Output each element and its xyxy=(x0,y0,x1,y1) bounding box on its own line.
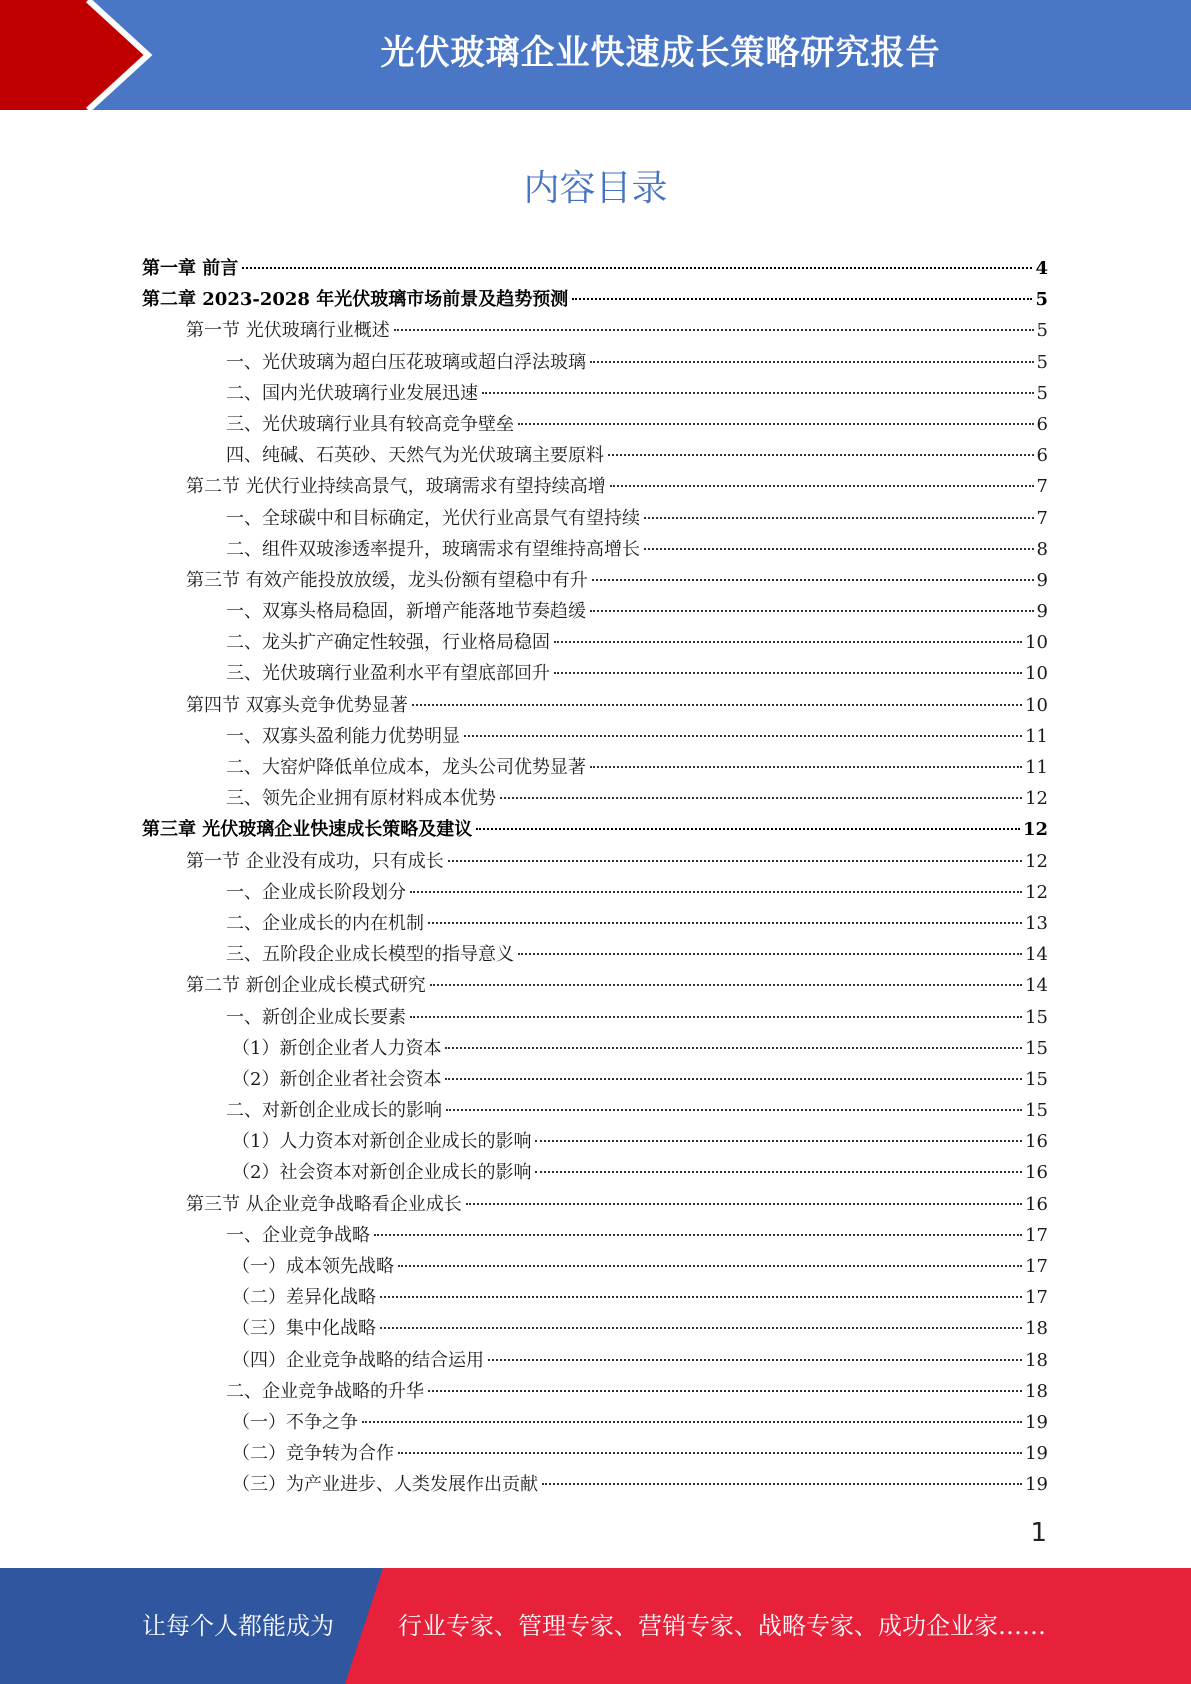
toc-entry-page: 13 xyxy=(1025,912,1048,934)
toc-entry-title: 四、纯碱、石英砂、天然气为光伏玻璃主要原料 xyxy=(226,445,604,467)
toc-entry-page: 15 xyxy=(1025,1068,1048,1090)
toc-entry-page: 17 xyxy=(1025,1287,1048,1309)
toc-dot-leader xyxy=(430,984,1022,986)
toc-entry-title: 一、企业成长阶段划分 xyxy=(226,881,406,903)
toc-dot-leader xyxy=(466,1203,1022,1205)
toc-entry-page: 10 xyxy=(1025,663,1048,685)
toc-entry[interactable] xyxy=(142,285,1048,316)
toc-entry-title: （三）集中化战略 xyxy=(232,1318,376,1340)
toc-entry-title: （三）为产业进步、人类发展作出贡献 xyxy=(232,1474,538,1496)
toc-entry-page: 15 xyxy=(1025,1006,1048,1028)
toc-entry-title: 二、大窑炉降低单位成本，龙头公司优势显著 xyxy=(226,757,586,778)
toc-entry-title: 第二章 2023-2028 年光伏玻璃市场前景及趋势预测 xyxy=(142,289,569,311)
toc-entry[interactable] xyxy=(142,659,1048,690)
toc-dot-leader xyxy=(608,454,1034,456)
toc-dot-leader xyxy=(488,1359,1022,1361)
toc-entry-page: 5 xyxy=(1036,320,1048,342)
toc-dot-leader xyxy=(644,548,1034,550)
toc-entry-page: 4 xyxy=(1035,258,1048,279)
toc-entry-title: （1）新创企业者人力资本 xyxy=(232,1037,442,1059)
toc-dot-leader xyxy=(380,1327,1022,1329)
toc-entry[interactable] xyxy=(142,472,1048,503)
toc-entry-page: 16 xyxy=(1025,1193,1048,1215)
toc-dot-leader xyxy=(535,1140,1022,1142)
toc-entry-page: 18 xyxy=(1025,1380,1048,1402)
toc-entry-title: 第三节 从企业竞争战略看企业成长 xyxy=(186,1193,462,1215)
toc-entry-title: 二、组件双玻渗透率提升，玻璃需求有望维持高增长 xyxy=(226,538,640,560)
toc-entry[interactable] xyxy=(142,1377,1048,1408)
toc-entry[interactable] xyxy=(142,504,1048,535)
toc-dot-leader xyxy=(448,860,1022,862)
toc-entry[interactable] xyxy=(142,410,1048,441)
toc-entry-page: 7 xyxy=(1036,507,1048,529)
toc-entry-page: 10 xyxy=(1025,632,1048,654)
toc-entry-page: 18 xyxy=(1025,1349,1048,1371)
toc-entry-title: （2）新创企业者社会资本 xyxy=(232,1068,442,1090)
toc-entry[interactable] xyxy=(142,1346,1048,1377)
toc-entry-page: 19 xyxy=(1025,1411,1048,1433)
toc-entry[interactable] xyxy=(142,254,1048,285)
toc-entry[interactable] xyxy=(142,878,1048,909)
toc-entry-page: 12 xyxy=(1022,819,1048,841)
table-of-contents xyxy=(142,254,1048,1502)
toc-entry[interactable] xyxy=(142,1003,1048,1034)
toc-dot-leader xyxy=(542,1483,1022,1485)
toc-entry[interactable] xyxy=(142,1439,1048,1470)
toc-entry-title: 一、新创企业成长要素 xyxy=(226,1006,406,1028)
toc-entry[interactable] xyxy=(142,909,1048,940)
toc-entry-title: 第一节 光伏玻璃行业概述 xyxy=(186,320,390,342)
toc-dot-leader xyxy=(554,641,1022,643)
toc-entry-title: （一）不争之争 xyxy=(232,1411,358,1433)
toc-dot-leader xyxy=(554,672,1022,674)
toc-entry-page: 10 xyxy=(1025,694,1048,716)
toc-dot-leader xyxy=(412,704,1022,706)
toc-entry[interactable] xyxy=(142,1283,1048,1314)
toc-dot-leader xyxy=(464,735,1022,737)
toc-entry-page: 15 xyxy=(1025,1037,1048,1059)
toc-dot-leader xyxy=(410,1016,1022,1018)
toc-entry[interactable] xyxy=(142,379,1048,410)
toc-entry-page: 14 xyxy=(1025,944,1048,966)
toc-entry-title: （二）差异化战略 xyxy=(232,1287,376,1309)
toc-entry-title: 第二节 光伏行业持续高景气，玻璃需求有望持续高增 xyxy=(186,476,606,498)
toc-dot-leader xyxy=(428,1390,1022,1392)
toc-entry[interactable] xyxy=(142,1408,1048,1439)
toc-entry[interactable] xyxy=(142,1314,1048,1345)
toc-dot-leader xyxy=(644,517,1034,519)
toc-dot-leader xyxy=(380,1296,1022,1298)
toc-entry[interactable] xyxy=(142,1158,1048,1189)
toc-entry-title: 二、国内光伏玻璃行业发展迅速 xyxy=(226,382,478,404)
toc-entry-title: 三、光伏玻璃行业盈利水平有望底部回升 xyxy=(226,663,550,685)
toc-dot-leader xyxy=(572,298,1032,300)
page-number: 1 xyxy=(1030,1518,1047,1548)
toc-entry[interactable] xyxy=(142,535,1048,566)
toc-entry-page: 12 xyxy=(1025,881,1048,903)
toc-entry-page: 19 xyxy=(1025,1474,1048,1496)
toc-dot-leader xyxy=(398,1265,1022,1267)
toc-entry[interactable] xyxy=(142,971,1048,1002)
toc-entry[interactable] xyxy=(142,628,1048,659)
toc-dot-leader xyxy=(610,485,1034,487)
toc-entry-page: 5 xyxy=(1036,382,1048,404)
toc-entry-page: 6 xyxy=(1036,445,1048,467)
toc-entry-page: 12 xyxy=(1025,788,1048,810)
toc-entry-title: 第四节 双寡头竞争优势显著 xyxy=(186,694,408,716)
toc-entry[interactable] xyxy=(142,1034,1048,1065)
toc-dot-leader xyxy=(500,797,1022,799)
toc-dot-leader xyxy=(428,922,1022,924)
toc-entry[interactable] xyxy=(142,847,1048,878)
toc-entry[interactable] xyxy=(142,566,1048,597)
toc-entry-title: 三、五阶段企业成长模型的指导意义 xyxy=(226,944,514,966)
toc-entry[interactable] xyxy=(142,348,1048,379)
toc-entry[interactable] xyxy=(142,441,1048,472)
toc-entry-title: （一）成本领先战略 xyxy=(232,1256,394,1277)
toc-entry[interactable] xyxy=(142,1252,1048,1283)
toc-entry-page: 12 xyxy=(1025,850,1048,872)
footer-slogan: 让每个人都能成为 xyxy=(142,1612,334,1640)
toc-entry[interactable] xyxy=(142,597,1048,628)
toc-entry-page: 8 xyxy=(1036,538,1048,560)
footer-roles: 行业专家、管理专家、营销专家、战略专家、成功企业家…… xyxy=(398,1612,1046,1640)
toc-entry-title: 二、企业成长的内在机制 xyxy=(226,912,424,934)
toc-entry-title: 一、全球碳中和目标确定，光伏行业高景气有望持续 xyxy=(226,507,640,529)
toc-entry-title: 一、双寡头格局稳固，新增产能落地节奏趋缓 xyxy=(226,601,586,623)
toc-dot-leader xyxy=(394,329,1034,331)
toc-entry-page: 16 xyxy=(1025,1162,1048,1184)
toc-entry-page: 14 xyxy=(1025,975,1048,997)
toc-entry-title: （1）人力资本对新创企业成长的影响 xyxy=(232,1131,532,1153)
toc-entry-title: （四）企业竞争战略的结合运用 xyxy=(232,1349,484,1371)
toc-entry-title: 二、龙头扩产确定性较强，行业格局稳固 xyxy=(226,632,550,654)
toc-dot-leader xyxy=(398,1452,1022,1454)
toc-dot-leader xyxy=(518,953,1022,955)
toc-entry[interactable] xyxy=(142,753,1048,784)
toc-dot-leader xyxy=(590,610,1034,612)
toc-dot-leader xyxy=(362,1421,1022,1423)
toc-entry-page: 5 xyxy=(1036,351,1048,373)
toc-entry[interactable] xyxy=(142,1221,1048,1252)
toc-dot-leader xyxy=(590,766,1022,768)
toc-entry-page: 11 xyxy=(1025,757,1048,778)
toc-dot-leader xyxy=(242,267,1032,269)
toc-entry-page: 17 xyxy=(1025,1224,1048,1246)
toc-entry-page: 9 xyxy=(1036,601,1048,623)
toc-entry-title: （二）竞争转为合作 xyxy=(232,1443,394,1465)
toc-dot-leader xyxy=(374,1234,1022,1236)
toc-entry-page: 16 xyxy=(1025,1131,1048,1153)
toc-entry[interactable] xyxy=(142,316,1048,347)
toc-entry-page: 11 xyxy=(1025,725,1048,747)
toc-entry[interactable] xyxy=(142,1096,1048,1127)
toc-entry[interactable] xyxy=(142,1470,1048,1501)
toc-entry-page: 19 xyxy=(1025,1443,1048,1465)
toc-entry-page: 9 xyxy=(1036,569,1048,591)
toc-entry-title: （2）社会资本对新创企业成长的影响 xyxy=(232,1162,532,1184)
toc-entry-title: 第一章 前言 xyxy=(142,258,239,279)
report-title: 光伏玻璃企业快速成长策略研究报告 xyxy=(380,33,941,73)
toc-entry-title: 二、对新创企业成长的影响 xyxy=(226,1100,442,1122)
toc-dot-leader xyxy=(482,392,1034,394)
toc-entry-page: 6 xyxy=(1036,413,1048,435)
toc-entry[interactable] xyxy=(142,691,1048,722)
toc-entry-title: 三、光伏玻璃行业具有较高竞争壁垒 xyxy=(226,413,514,435)
toc-dot-leader xyxy=(445,1047,1022,1049)
toc-entry-title: 一、光伏玻璃为超白压花玻璃或超白浮法玻璃 xyxy=(226,351,586,373)
toc-dot-leader xyxy=(476,828,1020,830)
toc-dot-leader xyxy=(592,579,1034,581)
toc-entry-page: 15 xyxy=(1025,1100,1048,1122)
toc-entry[interactable] xyxy=(142,1127,1048,1158)
toc-dot-leader xyxy=(446,1109,1022,1111)
toc-entry-page: 7 xyxy=(1036,476,1048,498)
toc-entry-page: 18 xyxy=(1025,1318,1048,1340)
report-header xyxy=(0,0,1191,110)
toc-entry[interactable] xyxy=(142,784,1048,815)
toc-entry-title: 二、企业竞争战略的升华 xyxy=(226,1380,424,1402)
toc-entry-title: 第三章 光伏玻璃企业快速成长策略及建议 xyxy=(142,819,473,841)
toc-entry-title: 一、企业竞争战略 xyxy=(226,1224,370,1246)
toc-dot-leader xyxy=(535,1171,1022,1173)
toc-entry-title: 一、双寡头盈利能力优势明显 xyxy=(226,725,460,747)
toc-entry[interactable] xyxy=(142,940,1048,971)
page-footer xyxy=(0,1568,1191,1684)
toc-entry-page: 17 xyxy=(1025,1256,1048,1277)
toc-entry-page: 5 xyxy=(1035,289,1048,311)
toc-dot-leader xyxy=(445,1078,1022,1080)
toc-entry[interactable] xyxy=(142,815,1048,846)
toc-entry-title: 第一节 企业没有成功，只有成长 xyxy=(186,850,444,872)
toc-entry-title: 三、领先企业拥有原材料成本优势 xyxy=(226,788,496,810)
toc-entry-title: 第三节 有效产能投放放缓，龙头份额有望稳中有升 xyxy=(186,569,588,591)
toc-entry[interactable] xyxy=(142,1065,1048,1096)
toc-dot-leader xyxy=(590,361,1034,363)
toc-heading: 内容目录 xyxy=(523,168,668,209)
toc-entry-title: 第二节 新创企业成长模式研究 xyxy=(186,975,426,997)
toc-entry[interactable] xyxy=(142,1190,1048,1221)
toc-entry[interactable] xyxy=(142,722,1048,753)
toc-dot-leader xyxy=(518,423,1034,425)
toc-dot-leader xyxy=(410,891,1022,893)
